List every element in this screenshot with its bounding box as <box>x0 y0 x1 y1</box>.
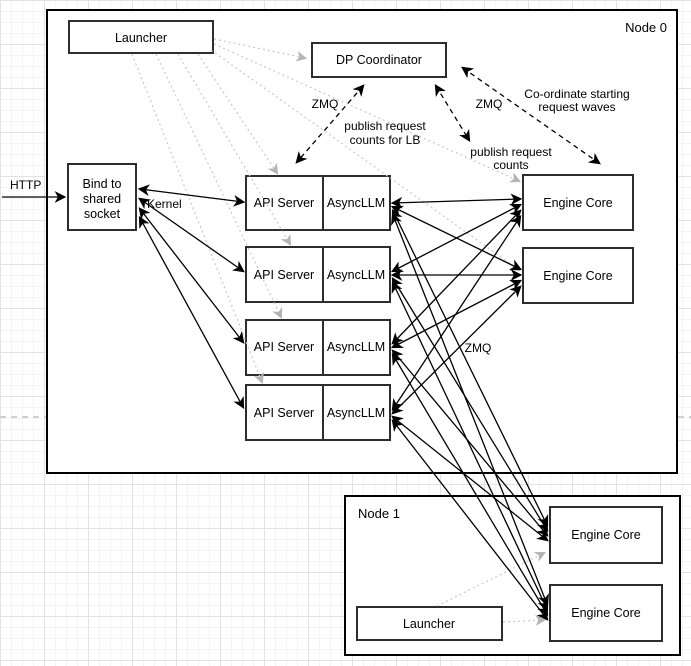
asyncllm-label-1: AsyncLLM <box>326 196 386 210</box>
asyncllm-label-4: AsyncLLM <box>326 406 386 420</box>
engine-core-label-node1-2: Engine Core <box>571 606 641 620</box>
bind-socket-label-line1: Bind to <box>82 177 122 191</box>
zmq-label-mesh: ZMQ <box>464 341 492 355</box>
kernel-label: Kernel <box>147 197 182 211</box>
coordinate-waves-label-line2: request waves <box>538 100 616 114</box>
bind-socket-label-line2: shared <box>82 192 122 206</box>
asyncllm-label-2: AsyncLLM <box>326 268 386 282</box>
bind-socket-label-line3: socket <box>83 207 121 221</box>
api-server-label-3: API Server <box>253 340 315 354</box>
publish-lb-label-line2: counts for LB <box>349 133 421 147</box>
engine-core-label-node1-1: Engine Core <box>571 528 641 542</box>
node0-label: Node 0 <box>625 20 667 35</box>
api-server-label-1: API Server <box>253 196 315 210</box>
zmq-label-left: ZMQ <box>311 97 339 111</box>
publish-counts-label-line1: publish request <box>470 145 552 159</box>
launcher-node0-label: Launcher <box>114 31 168 45</box>
api-server-row-3 <box>246 320 390 375</box>
coordinate-waves-label-line1: Co-ordinate starting <box>524 87 630 101</box>
publish-lb-label-line1: publish request <box>344 119 426 133</box>
engine-core-label-node0-1: Engine Core <box>543 196 613 210</box>
http-label: HTTP <box>10 178 42 192</box>
publish-counts-label-line2: counts <box>493 158 529 172</box>
dp-coordinator-label: DP Coordinator <box>336 53 422 67</box>
api-server-row-1 <box>246 176 390 230</box>
api-server-label-2: API Server <box>253 268 315 282</box>
api-server-row-2 <box>246 247 390 302</box>
engine-core-label-node0-2: Engine Core <box>543 269 613 283</box>
launcher-node1-label: Launcher <box>402 617 456 631</box>
api-server-row-4 <box>246 385 390 440</box>
zmq-label-right: ZMQ <box>475 97 503 111</box>
node1-label: Node 1 <box>358 506 400 521</box>
asyncllm-label-3: AsyncLLM <box>326 340 386 354</box>
api-server-label-4: API Server <box>253 406 315 420</box>
